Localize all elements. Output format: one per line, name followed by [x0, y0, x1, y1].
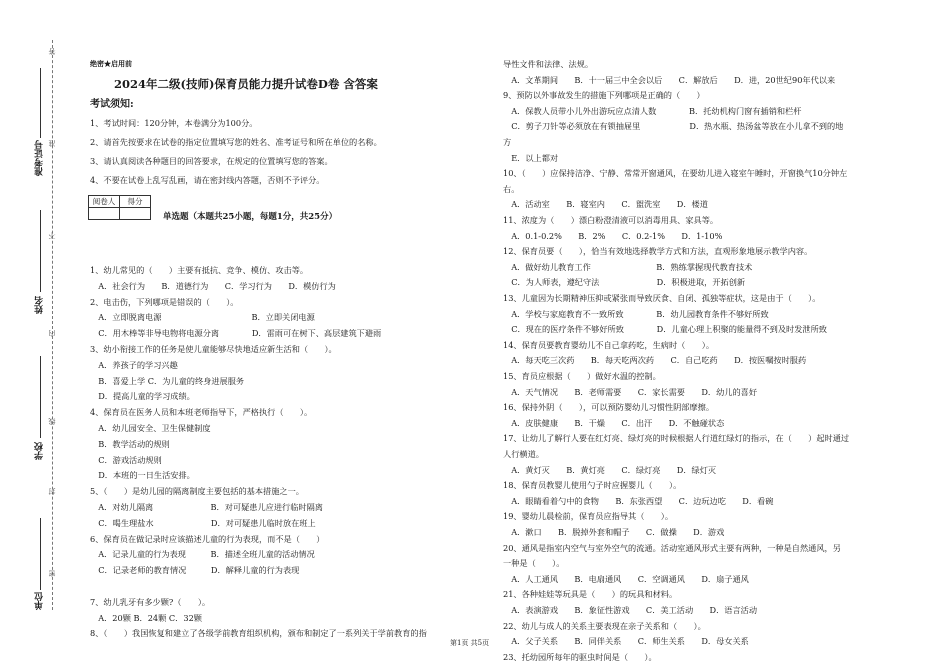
notice-item: 3、请认真阅读各种题目的回答要求，在规定的位置填写您的答案。 — [90, 156, 333, 166]
question-line: A．表演游戏 B．象征性游戏 C．美工活动 D．语言活动 — [503, 605, 758, 615]
question-line: A．皮肤健康 B．干燥 C．出汗 D．不触碰状态 — [503, 417, 725, 428]
question-line: 8、（ ）我国恢复和建立了各级学前教育组织机构，颁布和制定了一系列关于学前教育的指 — [90, 628, 427, 639]
question-line: 一种是（ ）。 — [503, 558, 565, 569]
question-line: C．喝生理盐水 D．对可疑患儿临时放在班上 — [90, 517, 316, 528]
question-line: A．做好幼儿教育工作 B．熟练掌握现代教育技术 — [503, 261, 753, 272]
question-line: 导性文件和法律、法规。 — [503, 59, 594, 69]
seal-mark: 封 — [48, 488, 56, 495]
question-line: 12、保育员要（ ），恰当有效地选择教学方式和方法，直观形象地展示教学内容。 — [503, 246, 813, 257]
question-line: 21、各种娃娃等玩具是（ ）的玩具和材料。 — [503, 589, 678, 600]
question-line: 9、预防以外事故发生的措施下列哪项是正确的（ ） — [503, 90, 705, 101]
question-line: A．父子关系 B．同伴关系 C．师生关系 D．母女关系 — [503, 636, 749, 647]
question-line: 23、托幼园所每年的驱虫时间是（ ）。 — [503, 651, 657, 662]
question-line: 4、保育员在医务人员和本班老师指导下，严格执行（ ）。 — [90, 407, 313, 418]
question-line: 14、保育员要教育婴幼儿不自己拿药吃，生病时（ ）。 — [503, 339, 715, 350]
question-line: 方 — [503, 137, 512, 147]
question-line: A．0.1-0.2% B．2% C．0.2-1% D．1-10% — [503, 230, 723, 241]
question-line: C．记录老师的教育情况 D．解释儿童的行为表现 — [90, 565, 300, 576]
section-title: 单选题（本题共25小题，每题1分，共25分） — [163, 212, 338, 222]
question-line: A．养孩子的学习兴趣 — [90, 359, 178, 370]
question-line: 11、浓度为（ ）漂白粉澄清液可以消毒用具、家具等。 — [503, 215, 719, 225]
question-line: A．眼睛看着勺中的食物 B．东张西望 C．边玩边吃 D．看碗 — [503, 495, 774, 506]
seal-mark: 内 — [48, 330, 56, 337]
question-line: 22、幼儿与成人的关系主要表现在亲子关系和（ ）。 — [503, 620, 706, 631]
seal-mark: 准 — [48, 140, 56, 147]
notice-item: 2、请首先按要求在试卷的指定位置填写您的姓名、准考证号和所在单位的名称。 — [90, 137, 382, 147]
question-line: 10、（ ）应保持洁净、宁静、常常开窗通风，在要幼儿进入寝室午睡时，开窗换气10分钟左 — [503, 168, 848, 179]
seal-mark: 线 — [48, 418, 56, 425]
question-line: 19、婴幼儿晨检前，保育员应指导其（ ）。 — [503, 511, 674, 522]
question-line: 6、保育员在做记录时应该描述儿童的行为表现，而不是（ ） — [90, 533, 325, 544]
question-line: A．活动室 B．寝室内 C．盥洗室 D．楼道 — [503, 199, 708, 210]
question-line: A．记录儿童的行为表现 B．描述全班儿童的活动情况 — [90, 549, 315, 560]
question-line: 7、幼儿乳牙有多少颗?（ ）。 — [90, 596, 211, 607]
notice-title: 考试须知: — [90, 99, 134, 110]
question-line: A．文革期间 B．十一届三中全会以后 C．解放后 D．进，20世纪90年代以来 — [503, 74, 836, 85]
question-line: A．黄灯灭 B．黄灯亮 C．绿灯亮 D．绿灯灭 — [503, 464, 717, 475]
question-line: C．现在的医疗条件不够好所致 D．儿童心理上积聚的能量得不到及时发泄所致 — [503, 324, 827, 335]
question-line: 人行横道。 — [503, 449, 544, 459]
question-line: 17、让幼儿了解行人要在红灯亮、绿灯亮的时候根据人行道红绿灯的指示，在（ ）起时通过 — [503, 433, 850, 444]
grader-label: 阅卷人 — [89, 196, 120, 208]
question-line: D．提高儿童的学习成绩。 — [90, 391, 195, 402]
page-footer: 第1页 共5页 — [450, 639, 490, 647]
question-line: A．立即脱离电源 B．立即关闭电源 — [90, 312, 315, 323]
question-line: C．用木棒等非导电物将电源分离 D．雷雨可在树下、高层建筑下避雨 — [90, 328, 382, 339]
question-line: A．漱口 B．脱掉外套和帽子 C．做操 D．游戏 — [503, 527, 725, 537]
exam-number-label: 准考证号 — [35, 140, 45, 176]
question-line: A．人工通风 B．电扇通风 C．空调通风 D．扇子通风 — [503, 573, 749, 584]
question-line: A．20颗 B．24颗 C．32颗 — [90, 612, 202, 623]
seal-mark: 密 — [48, 570, 56, 577]
question-line: 15、育员应根据（ ）做好水温的控制。 — [503, 371, 661, 381]
seal-mark: 答 — [48, 48, 56, 55]
score-cell — [120, 208, 151, 220]
question-line: 16、保持外阴（ ），可以预防婴幼儿习惯性阴部摩擦。 — [503, 402, 715, 413]
question-line: 20、通风是指室内空气与室外空气的流通。活动室通风形式主要有两种，一种是自然通风，另 — [503, 542, 841, 553]
score-label: 得分 — [120, 196, 151, 208]
question-line: 5、（ ）是幼儿园的隔离制度主要包括的基本措施之一。 — [90, 486, 304, 497]
question-line: A．天气情况 B．老师需要 C．家长需要 D．幼儿的喜好 — [503, 386, 758, 397]
question-line: A．对幼儿隔离 B．对可疑患儿应进行临时隔离 — [90, 502, 323, 512]
seal-mark: 不 — [48, 232, 56, 239]
question-line: A．社会行为 B．道德行为 C．学习行为 D．模仿行为 — [90, 280, 336, 291]
grader-cell — [89, 208, 120, 220]
exam-number-line — [40, 68, 41, 138]
page-title: 2024年二级(技师)保育员能力提升试卷D卷 含答案 — [114, 77, 378, 91]
question-line: 右。 — [503, 183, 520, 194]
question-line: 1、幼儿常见的（ ）主要有抵抗、竞争、模仿、攻击等。 — [90, 265, 309, 275]
question-line: B．教学活动的规则 — [90, 438, 170, 449]
question-line: E．以上都对 — [503, 152, 559, 163]
notice-item: 1、考试时间：120分钟，本卷满分为100分。 — [90, 118, 258, 128]
question-line: A．学校与家庭教育不一致所致 B．幼儿园教育条件不够好所致 — [503, 308, 769, 319]
unit-line — [40, 518, 41, 590]
name-line — [40, 210, 41, 292]
question-line: A．幼儿园安全、卫生保健制度 — [90, 423, 211, 433]
confidential-label: 绝密★启用前 — [90, 59, 132, 68]
seal-dashed-line — [52, 40, 53, 610]
question-line: 13、儿童因为长期精神压抑或紧张而导致厌食、自闭、孤独等症状，这是由于（ ）。 — [503, 293, 821, 303]
school-line — [40, 356, 41, 438]
question-line: D．本班的一日生活安排。 — [90, 470, 195, 481]
question-line: A．保教人员带小儿外出游玩应点清人数 B．托幼机构门窗有插销和栏杆 — [503, 105, 802, 116]
question-line: 2、电击伤，下列哪项是错误的（ ）。 — [90, 296, 239, 307]
question-line: C．剪子刀针等必须放在有锁抽屉里 D．热水瓶、热汤盆等放在小儿拿不到的地 — [503, 121, 844, 132]
question-line: 18、保育员教婴儿使用勺子时应握婴儿（ ）。 — [503, 480, 682, 491]
question-line: 3、幼小衔接工作的任务是使儿童能够尽快地适应新生活和（ ）。 — [90, 344, 337, 354]
unit-label: 单位 — [35, 592, 45, 610]
question-line: C．为人师表，遵纪守法 D．积极进取，开拓创新 — [503, 277, 746, 288]
notice-item: 4、不要在试卷上乱写乱画，请在密封线内答题，否则不予评分。 — [90, 175, 325, 185]
school-label: 学校 — [35, 442, 45, 460]
score-table — [88, 195, 151, 220]
question-line: A．每天吃三次药 B．每天吃两次药 C．自己吃药 D．按医嘱按时服药 — [503, 355, 807, 366]
name-label: 姓名 — [35, 296, 45, 314]
question-line: B．喜爱上学 C．为儿童的终身进展服务 — [90, 375, 245, 386]
question-line: C．游戏活动规则 — [90, 454, 162, 465]
